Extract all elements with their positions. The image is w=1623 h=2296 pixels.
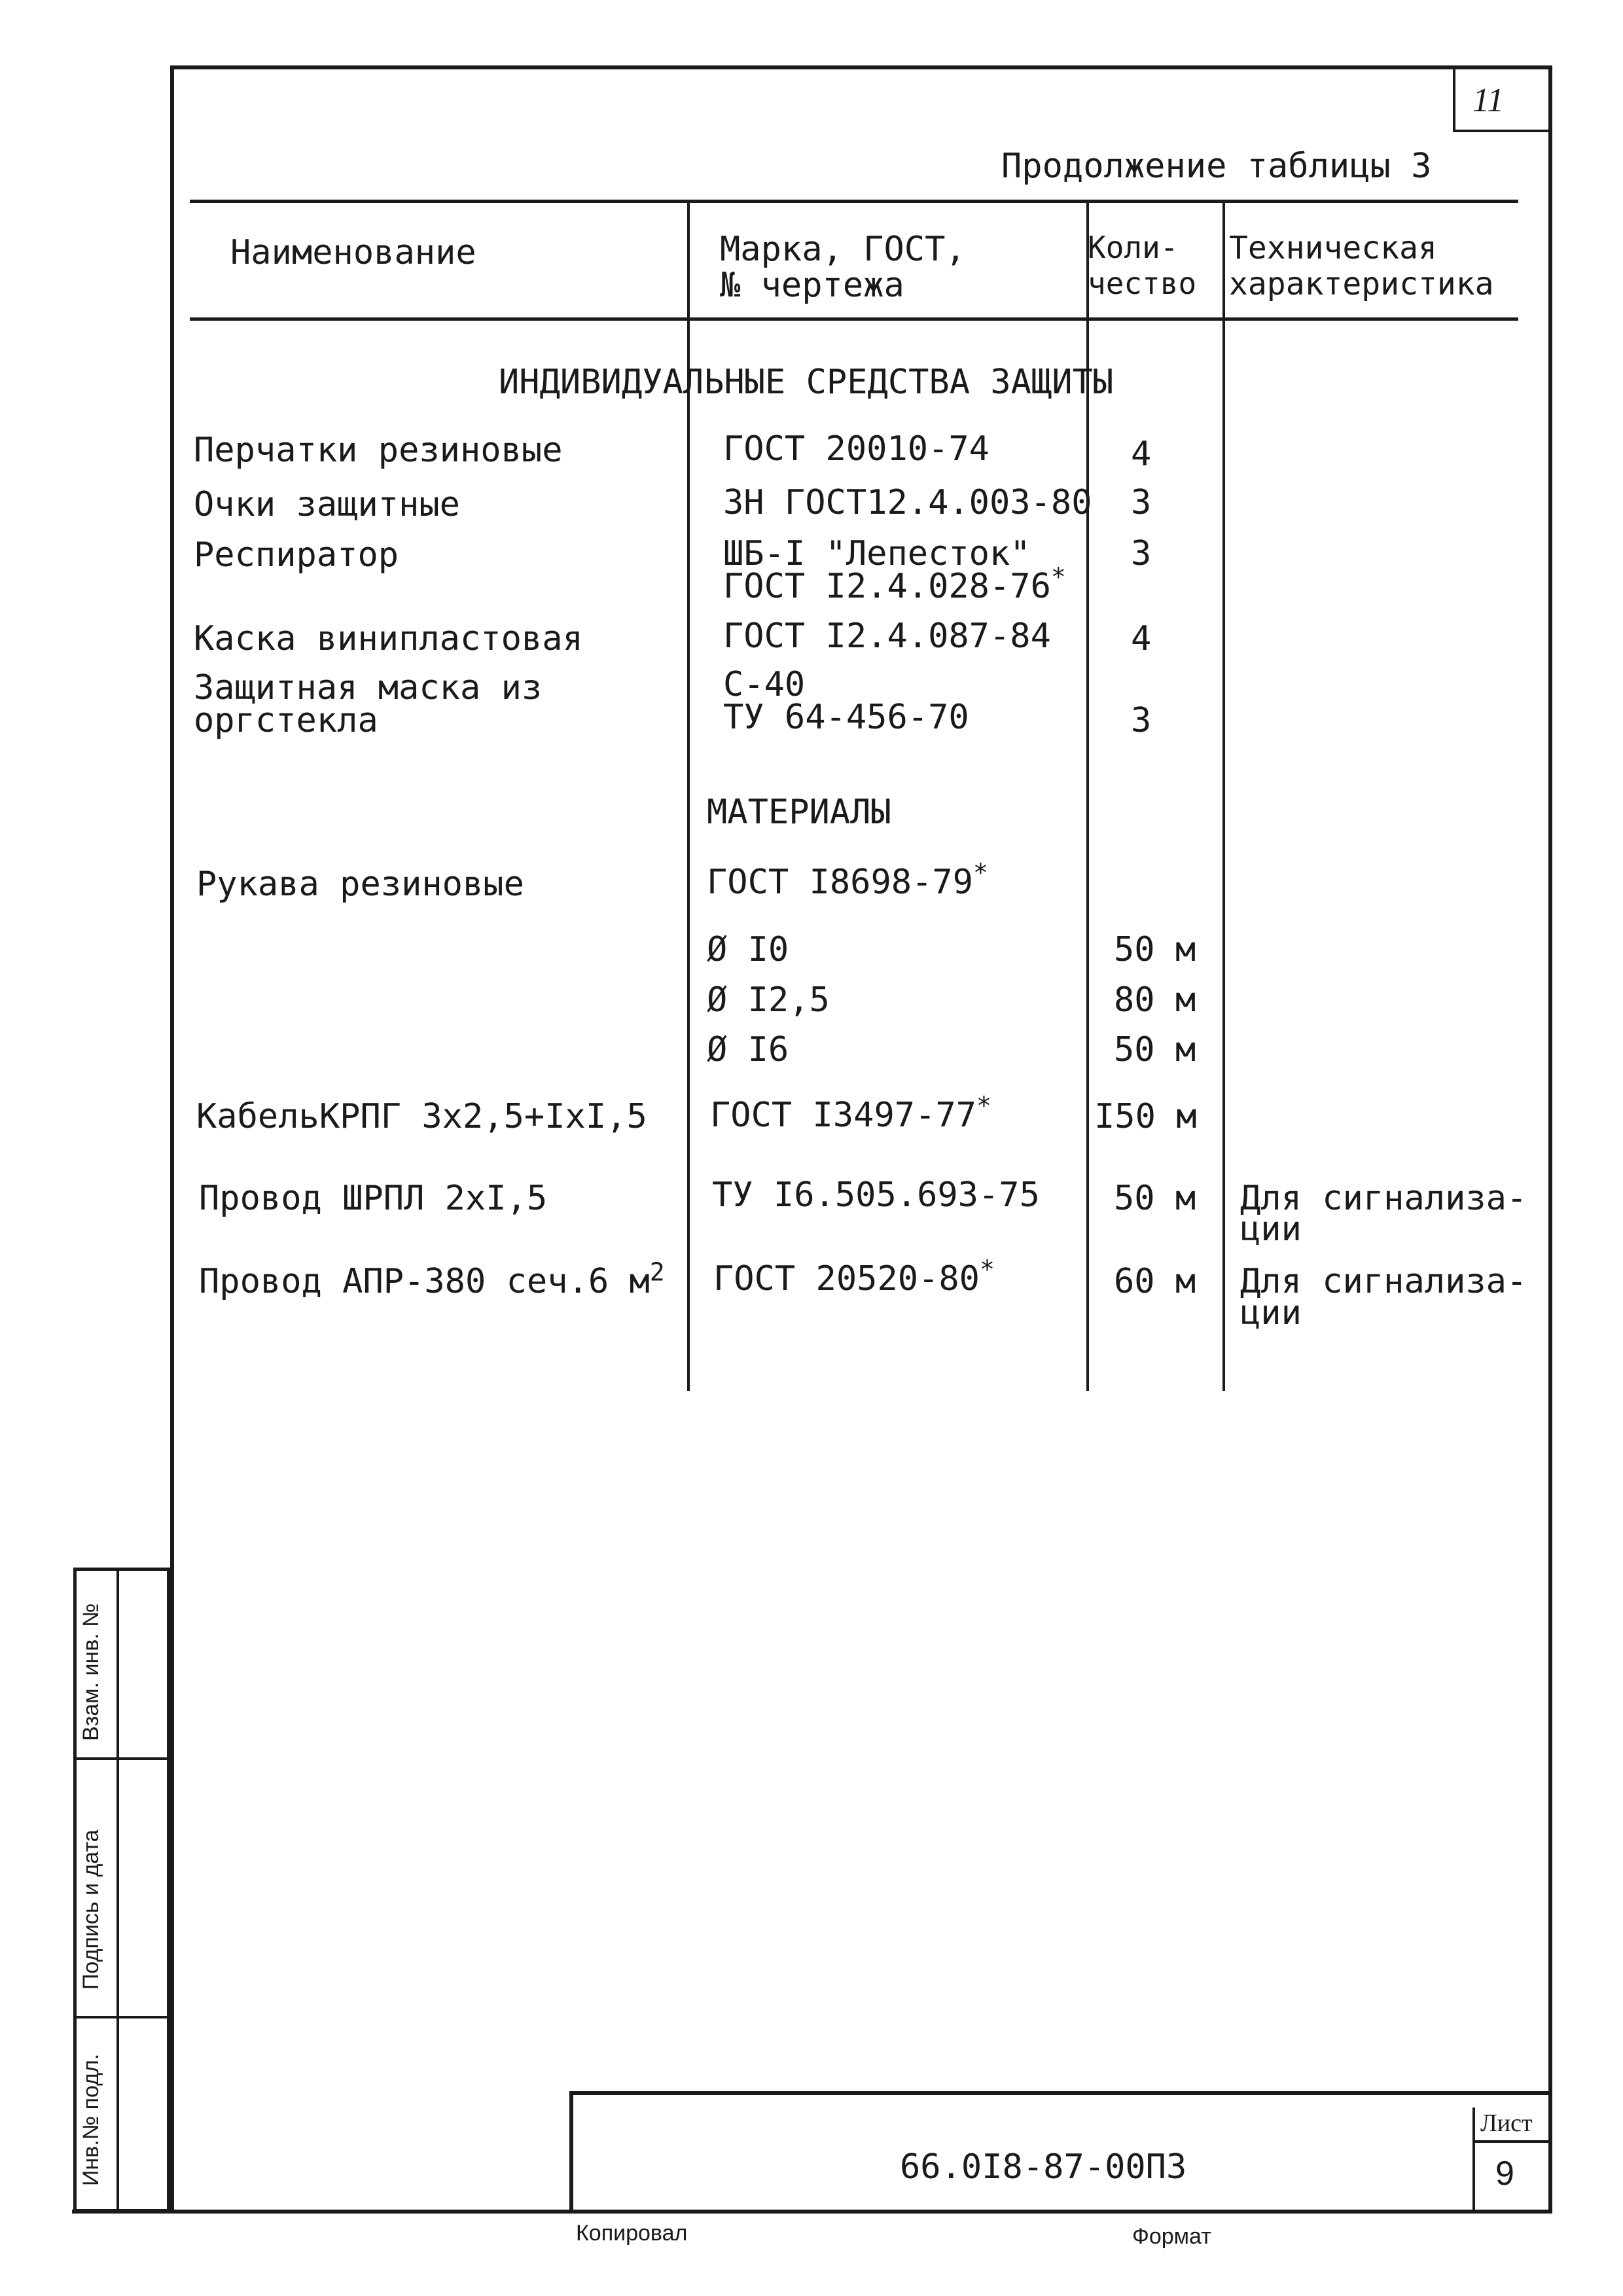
row-12-name-text: Провод АПР-380 сеч.6 м bbox=[199, 1262, 650, 1301]
footer-copied: Копировал bbox=[576, 2221, 688, 2246]
row-5-name: Защитная маска из bbox=[194, 668, 543, 708]
header-brand-1: Марка, ГОСТ, bbox=[720, 230, 966, 269]
row-6-name: Рукава резиновые bbox=[196, 865, 524, 904]
row-12-name bbox=[199, 1257, 665, 1301]
title-block-top bbox=[569, 2091, 1551, 2095]
side-stamp-divider-1 bbox=[73, 1757, 170, 1760]
title-block-sheet-label-line bbox=[1472, 2140, 1551, 2143]
header-qty-2: чество bbox=[1088, 266, 1197, 301]
header-brand-2: № чертежа bbox=[720, 266, 904, 305]
page-box-bottom bbox=[1453, 130, 1551, 132]
row-1-brand: ГОСТ 20010-74 bbox=[723, 429, 990, 469]
row-8-brand: Ø I2,5 bbox=[707, 980, 830, 1020]
row-7-brand: Ø I0 bbox=[707, 930, 789, 969]
row-3-qty: 3 bbox=[1131, 534, 1152, 573]
stamp-podpis-data: Подпись и дата bbox=[79, 1829, 103, 1990]
row-12-tech: Для сигнализа- bbox=[1240, 1262, 1527, 1301]
row-3-brand-2-sup: * bbox=[1050, 562, 1066, 592]
row-12-brand bbox=[713, 1255, 995, 1299]
row-1-qty: 4 bbox=[1131, 435, 1152, 474]
row-12-brand-sup: * bbox=[980, 1255, 995, 1284]
row-2-qty: 3 bbox=[1131, 483, 1152, 522]
table-title: Продолжение таблицы 3 bbox=[1001, 147, 1432, 186]
row-10-brand bbox=[710, 1091, 991, 1135]
row-10-brand-sup: * bbox=[976, 1091, 991, 1121]
row-4-qty: 4 bbox=[1131, 619, 1152, 658]
row-4-brand: ГОСТ I2.4.087-84 bbox=[723, 617, 1051, 656]
row-3-brand-2-text: ГОСТ I2.4.028-76 bbox=[723, 567, 1051, 606]
header-tech-2: характеристика bbox=[1229, 266, 1494, 302]
page-box-left bbox=[1453, 65, 1455, 131]
title-block-left bbox=[569, 2091, 573, 2214]
doc-code: 66.0I8-87-00ПЗ bbox=[900, 2147, 1187, 2187]
title-block-sheet-divider bbox=[1472, 2108, 1475, 2214]
row-11-tech-2: ции bbox=[1240, 1210, 1302, 1249]
page-number: 11 bbox=[1472, 82, 1505, 119]
row-11-name: Провод ШРПЛ 2хI,5 bbox=[199, 1179, 548, 1218]
side-stamp-divider-v bbox=[116, 1568, 119, 2212]
row-6-brand-text: ГОСТ I8698-79 bbox=[707, 863, 973, 902]
header-bottom-rule bbox=[190, 317, 1518, 321]
header-name: Наименование bbox=[230, 233, 476, 272]
row-12-qty: 60 м bbox=[1114, 1262, 1196, 1301]
row-5-qty: 3 bbox=[1131, 701, 1152, 740]
row-3-brand: ШБ-I "Лепесток" bbox=[723, 534, 1031, 573]
footer-format: Формат bbox=[1132, 2224, 1211, 2249]
row-10-brand-text: ГОСТ I3497-77 bbox=[710, 1096, 976, 1135]
row-9-qty: 50 м bbox=[1114, 1030, 1196, 1069]
frame-top bbox=[170, 65, 1551, 69]
row-11-tech: Для сигнализа- bbox=[1240, 1179, 1527, 1218]
row-12-tech-2: ции bbox=[1240, 1293, 1302, 1333]
row-6-brand-sup: * bbox=[973, 858, 988, 888]
frame-bottom bbox=[72, 2210, 1552, 2214]
row-10-name: КабельКРПГ 3х2,5+IхI,5 bbox=[196, 1097, 647, 1136]
row-3-name: Респиратор bbox=[194, 535, 399, 575]
row-2-brand: ЗН ГОСТ12.4.003-80 bbox=[723, 483, 1092, 522]
section-protection: ИНДИВИДУАЛЬНЫЕ СРЕДСТВА ЗАЩИТЫ bbox=[499, 363, 1114, 402]
row-9-brand: Ø I6 bbox=[707, 1030, 789, 1069]
row-8-qty: 80 м bbox=[1114, 980, 1196, 1020]
frame-left bbox=[170, 65, 174, 2214]
row-2-name: Очки защитные bbox=[194, 485, 460, 524]
section-materials: МАТЕРИАЛЫ bbox=[707, 793, 891, 832]
side-stamp-divider-2 bbox=[73, 2016, 170, 2018]
col-line-3 bbox=[1222, 203, 1225, 1391]
row-11-qty: 50 м bbox=[1114, 1179, 1196, 1218]
row-5-brand: С-40 bbox=[723, 665, 806, 704]
stamp-inv-podl: Инв.№ подл. bbox=[79, 2053, 103, 2186]
header-qty-1: Коли- bbox=[1088, 230, 1179, 265]
header-tech-1: Техническая bbox=[1229, 230, 1437, 266]
header-top-rule bbox=[190, 200, 1518, 203]
row-7-qty: 50 м bbox=[1114, 930, 1196, 969]
row-12-brand-text: ГОСТ 20520-80 bbox=[713, 1259, 980, 1299]
row-10-qty: I50 м bbox=[1094, 1097, 1197, 1136]
stamp-vzam-inv: Взам. инв. № bbox=[79, 1603, 103, 1741]
row-11-brand: ТУ I6.505.693-75 bbox=[712, 1175, 1040, 1215]
row-6-brand bbox=[707, 858, 988, 902]
row-4-name: Каска винипластовая bbox=[194, 619, 583, 658]
row-12-name-sup: 2 bbox=[649, 1257, 665, 1287]
frame-right bbox=[1548, 65, 1552, 2214]
row-5-brand-2: ТУ 64-456-70 bbox=[723, 698, 969, 737]
sheet-number: 9 bbox=[1495, 2155, 1514, 2193]
row-1-name: Перчатки резиновые bbox=[194, 431, 563, 470]
sheet-label: Лист bbox=[1480, 2109, 1533, 2137]
row-5-name-2: оргстекла bbox=[194, 701, 378, 740]
row-3-brand-2 bbox=[723, 562, 1066, 606]
